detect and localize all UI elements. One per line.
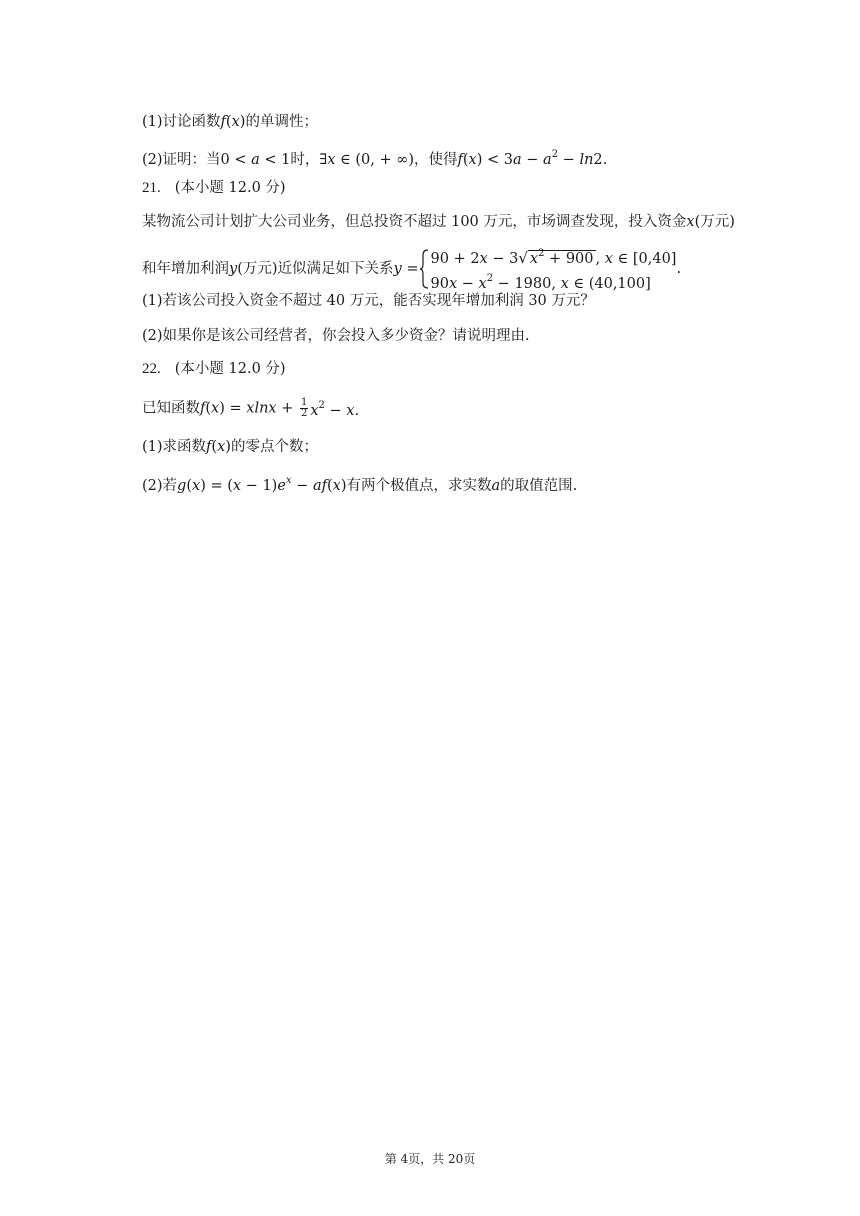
q22-part1: (1)求函数f(x)的零点个数； xyxy=(142,439,318,455)
fraction-one-half: $\frac{1}{2}$ xyxy=(300,397,308,419)
q21-number: 21. xyxy=(142,180,161,196)
q20-part2: (2)证明：当0 < a < 1时，∃x ∈ (0, + ∞)，使得$f(x) < 3a - a^2 - \ln 2$. xyxy=(142,149,608,168)
q21-part2: (2)如果你是该公司经营者，你会投入多少资金？请说明理由. xyxy=(142,328,530,344)
piecewise-brace xyxy=(419,249,429,289)
q21-text1: 某物流公司计划扩大公司业务，但总投资不超过 100 万元，市场调查发现，投入资金x(万元) xyxy=(142,214,735,230)
q22-number: 22. xyxy=(142,361,161,377)
q21-text2: 和年增加利润y(万元)近似满足如下关系y = 90 + 2x − 3√ $x^2 + 900$ , x ∈ [0,40] $90x - x^2 - 1980$, x ∈ (40,100] . xyxy=(142,244,681,294)
q21-note: (本小题 12.0 分) xyxy=(174,180,286,196)
q22-note: (本小题 12.0 分) xyxy=(174,361,286,377)
piecewise-case-1: 90 + 2x − 3√ $x^2 + 900$ , x ∈ [0,40] xyxy=(430,248,677,267)
q21-header xyxy=(142,178,286,198)
piecewise-case-2: $90x - x^2 - 1980$, x ∈ (40,100] xyxy=(430,273,651,292)
q20-part1: (1)讨论函数f(x)的单调性； xyxy=(142,114,318,130)
page-footer: 第 4页，共 20页 xyxy=(384,1152,476,1166)
q22-header xyxy=(142,359,286,379)
q21-part1: (1)若该公司投入资金不超过 40 万元，能否实现年增加利润 30 万元？ xyxy=(142,293,595,309)
q22-stem: 已知函数f(x) = xlnx + $\frac{1}{2}$ $x^2 - x$. xyxy=(142,397,360,419)
piecewise-cases xyxy=(431,244,677,294)
q22-part2: (2)若$g(x) = (x - 1)e^x - af(x)$有两个极值点，求实数a的取值范围. xyxy=(142,475,578,494)
